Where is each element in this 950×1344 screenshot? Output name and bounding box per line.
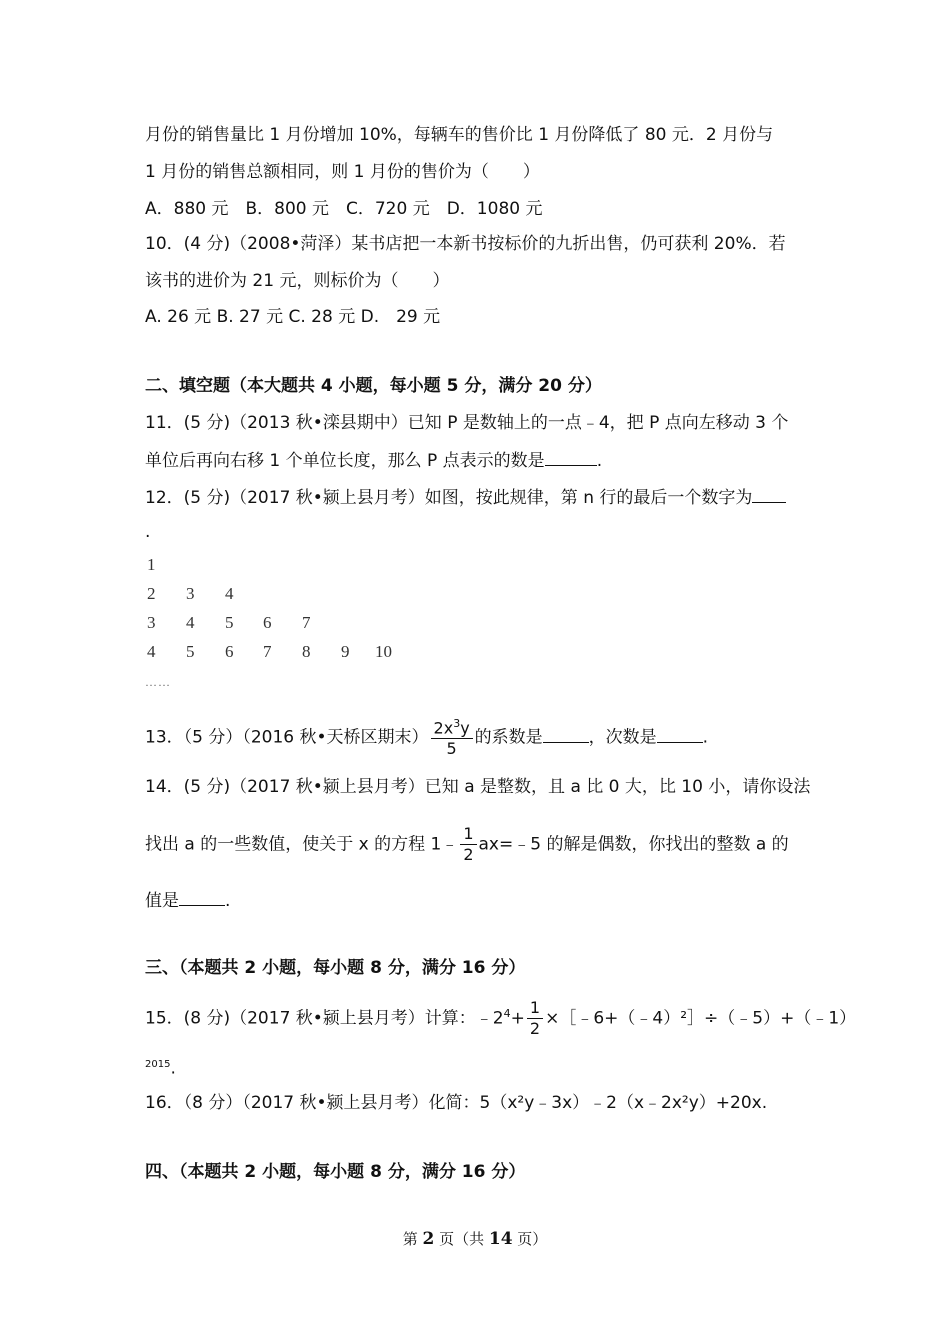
text: + bbox=[510, 1008, 525, 1029]
answer-blank bbox=[543, 724, 589, 743]
pattern-number: 8 bbox=[302, 642, 311, 661]
pattern-ellipsis: …… bbox=[145, 675, 171, 689]
text-line: 月份的销售量比 1 月份增加 10%，每辆车的售价比 1 月份降低了 80 元．2 月份与 bbox=[145, 125, 774, 145]
total-pages: 14 bbox=[488, 1229, 513, 1249]
question-14-end bbox=[145, 887, 230, 913]
text-line: 1 月份的销售总额相同，则 1 月份的售价为（ ） bbox=[145, 162, 540, 182]
fraction-denominator: 2 bbox=[463, 845, 474, 864]
pattern-number: 5 bbox=[186, 642, 195, 661]
text: 13．（5 分）（2016 秋•天桥区期末） bbox=[145, 727, 429, 748]
text: 2x bbox=[433, 718, 454, 738]
pattern-number: 7 bbox=[302, 613, 311, 632]
text: 12．(5 分)（2017 秋•颍上县月考）如图，按此规律，第 n 行的最后一个数字为 bbox=[145, 488, 753, 508]
text: 页） bbox=[512, 1230, 548, 1248]
pattern-number: 7 bbox=[263, 642, 272, 661]
question-12 bbox=[145, 484, 786, 510]
fraction-denominator: 2 bbox=[529, 1019, 541, 1038]
text: 页（共 bbox=[434, 1230, 489, 1248]
page-footer bbox=[0, 1228, 950, 1249]
pattern-number: 10 bbox=[375, 642, 392, 661]
text: 值是 bbox=[145, 891, 179, 911]
exponent: 4 bbox=[503, 1006, 511, 1020]
text: ×［﹣6+（﹣4）²］÷（﹣5）+（﹣1） bbox=[545, 1008, 857, 1029]
question-11-cont bbox=[145, 447, 602, 473]
text: . bbox=[702, 727, 709, 748]
pattern-number: 4 bbox=[225, 584, 234, 603]
fraction-numerator bbox=[431, 718, 473, 739]
answer-blank bbox=[179, 887, 225, 906]
text: . bbox=[596, 451, 603, 471]
section-heading-2: 二、填空题（本大题共 4 小题，每小题 5 分，满分 20 分） bbox=[145, 376, 602, 396]
pattern-number: 4 bbox=[147, 642, 156, 661]
answer-blank bbox=[657, 724, 703, 743]
text: . bbox=[170, 1058, 176, 1079]
options-line: A．880 元 B．800 元 C．720 元 D．1080 元 bbox=[145, 199, 543, 219]
pattern-number: 3 bbox=[186, 584, 195, 603]
pattern-number: 5 bbox=[225, 613, 234, 632]
text: y bbox=[460, 718, 470, 738]
text: 找出 a 的一些数值，使关于 x 的方程 1﹣ bbox=[145, 834, 459, 855]
answer-blank bbox=[545, 447, 597, 466]
fraction bbox=[527, 1000, 543, 1037]
question-14-cont bbox=[145, 826, 789, 863]
text: ax=﹣5 的解是偶数，你找出的整数 a 的 bbox=[478, 834, 789, 855]
exponent: 3 bbox=[453, 717, 461, 730]
pattern-number: 6 bbox=[225, 642, 234, 661]
text: 15．(8 分)（2017 秋•颍上县月考）计算：﹣2 bbox=[145, 1008, 504, 1029]
question-10: 10．(4 分)（2008•菏泽）某书店把一本新书按标价的九折出售，仍可获利 20%．若 bbox=[145, 234, 786, 254]
fraction-numerator: 1 bbox=[527, 1000, 543, 1019]
fraction bbox=[460, 826, 476, 863]
question-11: 11．(5 分)（2013 秋•滦县期中）已知 P 是数轴上的一点﹣4，把 P 点向左移动 3 个 bbox=[145, 413, 789, 433]
pattern-number: 2 bbox=[147, 584, 156, 603]
question-14: 14．(5 分)（2017 秋•颍上县月考）已知 a 是整数，且 a 比 0 大，比 10 小，请你设法 bbox=[145, 777, 811, 797]
answer-blank bbox=[752, 484, 786, 503]
pattern-number: 1 bbox=[147, 555, 156, 574]
fraction-numerator: 1 bbox=[460, 826, 476, 845]
fraction bbox=[431, 718, 473, 757]
fraction-denominator: 5 bbox=[446, 739, 457, 759]
question-13 bbox=[145, 718, 708, 757]
text: . bbox=[225, 891, 231, 911]
question-15 bbox=[145, 1000, 856, 1037]
page-number: 2 bbox=[422, 1229, 435, 1249]
text: ，次数是 bbox=[588, 727, 657, 748]
section-heading-4: 四、（本题共 2 小题，每小题 8 分，满分 16 分） bbox=[145, 1162, 526, 1182]
pattern-number: 4 bbox=[186, 613, 195, 632]
pattern-number: 3 bbox=[147, 613, 156, 632]
options-line: A. 26 元 B. 27 元 C. 28 元 D. 29 元 bbox=[145, 307, 441, 327]
pattern-number: 9 bbox=[341, 642, 350, 661]
text: 单位后再向右移 1 个单位长度，那么 P 点表示的数是 bbox=[145, 451, 545, 471]
text: 的系数是 bbox=[474, 727, 543, 748]
question-12-end: . bbox=[145, 522, 151, 542]
section-heading-3: 三、（本题共 2 小题，每小题 8 分，满分 16 分） bbox=[145, 958, 526, 978]
pattern-number: 6 bbox=[263, 613, 272, 632]
text-line: 该书的进价为 21 元，则标价为（ ） bbox=[145, 271, 450, 291]
text: 第 bbox=[402, 1230, 423, 1248]
question-15-cont bbox=[145, 1053, 176, 1081]
question-16: 16．（8 分）（2017 秋•颍上县月考）化简：5（x²y﹣3x）﹣2（x﹣2x²y）+20x. bbox=[145, 1093, 768, 1113]
exponent: 2015 bbox=[145, 1059, 171, 1070]
